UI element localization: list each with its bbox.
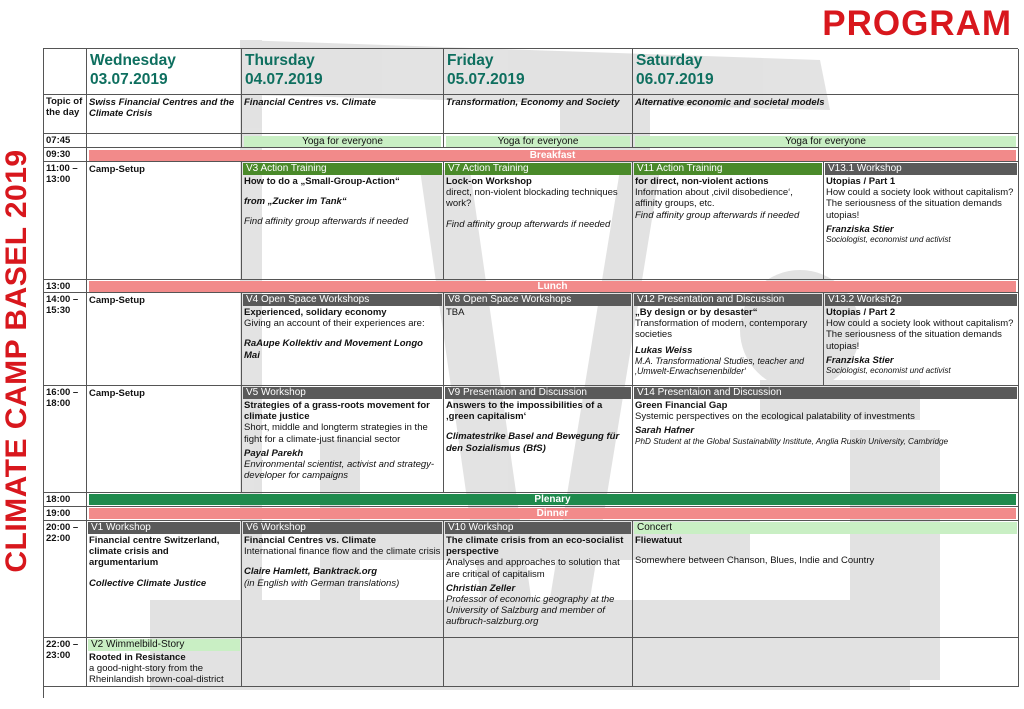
session-v4	[242, 293, 444, 386]
plenary-row	[87, 493, 1019, 507]
session-desc: Information about ‚civil disobedience‘, affinity groups, etc.	[635, 187, 793, 210]
session-title: Fliewatuut	[635, 535, 682, 546]
session-role: Professor of economic geography at the University of Salzburg and member of aufbruch-salzburg.org	[446, 594, 615, 628]
session-title: Financial centre Switzerland, climate crisis and argumentarium	[89, 535, 220, 569]
time-1400: 14:00 – 15:30	[44, 293, 87, 386]
session-desc: How could a society look without capitalism?The seriousness of the situation demands utopias!	[826, 187, 1014, 221]
topic-thursday: Financial Centres vs. Climate	[242, 95, 444, 134]
topic-label: Topic of the day	[44, 95, 87, 134]
day-date: 05.07.2019	[447, 71, 525, 88]
session-concert	[633, 521, 1019, 638]
camp-setup-2: Camp-Setup	[87, 293, 242, 386]
session-v1	[87, 521, 242, 638]
session-role: PhD Student at the Global Sustainability Institute, Anglia Ruskin University, Cambridge	[635, 436, 949, 446]
session-note: Find affinity group afterwards if needed	[244, 216, 409, 228]
session-header: V13.1 Workshop	[825, 163, 1017, 175]
day-name: Thursday	[245, 52, 315, 69]
session-v8	[444, 293, 633, 386]
plenary-bar: Plenary	[89, 494, 1016, 505]
time-1100: 11:00 – 13:00	[44, 162, 87, 280]
session-desc: TBA	[446, 307, 465, 318]
session-desc: How could a society look without capitalism?The seriousness of the situation demands utopias!	[826, 318, 1014, 352]
session-desc: Somewhere between Chanson, Blues, Indie and Country	[635, 555, 875, 567]
time-0745: 07:45	[44, 134, 87, 148]
schedule-table	[43, 48, 1018, 698]
session-speaker: Lukas Weiss	[635, 344, 693, 356]
session-v12	[633, 293, 824, 386]
yoga-label: Yoga for everyone	[244, 136, 441, 147]
empty-thursday-late	[242, 638, 444, 687]
session-title: Utopias / Part 2	[826, 307, 896, 318]
topic-saturday: Alternative economic and societal models	[633, 95, 1019, 134]
day-name: Wednesday	[90, 52, 176, 69]
day-name: Friday	[447, 52, 494, 69]
session-title: Green Financial Gap	[635, 400, 728, 411]
day-header-friday	[444, 49, 633, 95]
time-1300: 13:00	[44, 280, 87, 293]
session-role: Sociologist, economist und activist	[826, 366, 951, 376]
session-header: Concert	[634, 522, 1017, 534]
yoga-label: Yoga for everyone	[446, 136, 630, 147]
session-header: V1 Workshop	[88, 522, 240, 534]
empty-friday-late	[444, 638, 633, 687]
session-desc: International finance flow and the climate crisis	[244, 546, 441, 558]
yoga-wednesday-empty	[87, 134, 242, 148]
session-title: for direct, non-violent actions	[635, 176, 769, 187]
session-header: V13.2 Worksh2p	[825, 294, 1017, 306]
session-v14	[633, 386, 1019, 493]
session-title: Lock-on Workshop	[446, 176, 532, 187]
session-desc: Transformation of modern, contemporary societies	[635, 318, 808, 341]
session-header: V8 Open Space Workshops	[445, 294, 631, 306]
day-header-saturday	[633, 49, 1019, 95]
session-v11	[633, 162, 824, 280]
session-role: M.A. Transformational Studies, teacher and ‚Umwelt-Erwachsenenbilder‘	[635, 355, 805, 377]
session-header: V12 Presentation and Discussion	[634, 294, 822, 306]
lunch-bar: Lunch	[89, 281, 1016, 292]
session-header: V7 Action Training	[445, 163, 631, 175]
session-note: (in English with German translations)	[244, 577, 400, 589]
session-role: Sociologist, economist und activist	[826, 235, 951, 245]
dinner-bar: Dinner	[89, 508, 1016, 519]
session-title: Experienced, solidary economy	[244, 307, 387, 318]
session-desc: Analyses and approaches to solution that are critical of capitalism	[446, 557, 620, 580]
camp-setup-3: Camp-Setup	[87, 386, 242, 493]
session-header: V5 Workshop	[243, 387, 442, 399]
yoga-friday	[444, 134, 633, 148]
session-title: Rooted in Resistance	[89, 652, 186, 663]
topic-friday: Transformation, Economy and Society	[444, 95, 633, 134]
session-v7	[444, 162, 633, 280]
session-v2	[87, 638, 242, 687]
session-header: V9 Presentaion and Discussion	[445, 387, 631, 399]
session-header: V3 Action Training	[243, 163, 442, 175]
yoga-saturday	[633, 134, 1019, 148]
corner-cell	[44, 49, 87, 95]
session-title: Utopias / Part 1	[826, 176, 896, 187]
session-title: Strategies of a grass-roots movement for climate justice	[244, 400, 430, 423]
session-v10	[444, 521, 633, 638]
dinner-row	[87, 507, 1019, 521]
session-desc: a good-night-story from the Rheinlandish brown-coal-district	[89, 663, 224, 686]
session-title: Financial Centres vs. Climate	[244, 535, 376, 546]
session-speaker: Franziska Stier	[826, 354, 894, 366]
session-v5	[242, 386, 444, 493]
breakfast-bar: Breakfast	[89, 150, 1016, 161]
session-desc: Giving an account of their experiences are:	[244, 318, 425, 330]
session-title: The climate crisis from an eco-socialist perspective	[446, 535, 624, 558]
session-desc: Systemic perspectives on the ecological palatability of investments	[635, 411, 915, 423]
session-role: Environmental scientist, activist and strategy-developer for campaigns	[244, 459, 435, 482]
session-header: V14 Presentaion and Discussion	[634, 387, 1017, 399]
session-note: Find affinity group afterwards if needed	[635, 209, 800, 221]
topic-wednesday: Swiss Financial Centres and the Climate Crisis	[87, 95, 242, 134]
time-0930: 09:30	[44, 148, 87, 162]
session-speaker: Claire Hamlett, Banktrack.org	[244, 566, 378, 578]
breakfast-row	[87, 148, 1019, 162]
day-date: 03.07.2019	[90, 71, 168, 88]
session-v3	[242, 162, 444, 280]
side-title: CLIMATE CAMP BASEL 2019	[0, 149, 33, 573]
session-speaker: Climatestrike Basel and Bewegung für den Sozialismus (BfS)	[446, 431, 620, 454]
session-title: „By design or by desaster“	[635, 307, 758, 318]
session-header: V10 Workshop	[445, 522, 631, 534]
session-desc: Short, middle and longterm strategies in the fight for a climate-just financial sector	[244, 422, 428, 445]
yoga-thursday	[242, 134, 444, 148]
day-header-thursday	[242, 49, 444, 95]
session-speaker: Collective Climate Justice	[89, 577, 207, 589]
yoga-label: Yoga for everyone	[635, 136, 1016, 147]
day-date: 04.07.2019	[245, 71, 323, 88]
time-2000: 20:00 – 22:00	[44, 521, 87, 638]
session-speaker: RaAupe Kollektiv and Movement Longo Mai	[244, 338, 423, 361]
time-1900: 19:00	[44, 507, 87, 521]
session-v6	[242, 521, 444, 638]
session-note: Find affinity group afterwards if needed	[446, 218, 611, 230]
day-name: Saturday	[636, 52, 703, 69]
session-speaker: Franziska Stier	[826, 223, 894, 235]
session-header: V6 Workshop	[243, 522, 442, 534]
program-title: PROGRAM	[822, 4, 1012, 43]
session-v9	[444, 386, 633, 493]
session-desc: direct, non-violent blockading techniques work?	[446, 187, 618, 210]
camp-setup-1: Camp-Setup	[87, 162, 242, 280]
session-speaker: Christian Zeller	[446, 582, 516, 594]
time-2200: 22:00 – 23:00	[44, 638, 87, 687]
session-v13-2	[824, 293, 1019, 386]
time-1800: 18:00	[44, 493, 87, 507]
session-speaker: Payal Parekh	[244, 447, 304, 459]
session-header: V2 Wimmelbild-Story	[88, 639, 240, 651]
day-header-wednesday	[87, 49, 242, 95]
session-subtitle: from „Zucker im Tank“	[244, 196, 347, 208]
day-date: 06.07.2019	[636, 71, 714, 88]
time-1600: 16:00 – 18:00	[44, 386, 87, 493]
session-header: V11 Action Training	[634, 163, 822, 175]
empty-saturday-late	[633, 638, 1019, 687]
session-v13-1	[824, 162, 1019, 280]
session-title: Answers to the impossibilities of a ‚green capitalism‘	[446, 400, 603, 423]
session-title: How to do a „Small-Group-Action“	[244, 176, 400, 187]
session-header: V4 Open Space Workshops	[243, 294, 442, 306]
lunch-row	[87, 280, 1019, 293]
session-speaker: Sarah Hafner	[635, 425, 695, 437]
